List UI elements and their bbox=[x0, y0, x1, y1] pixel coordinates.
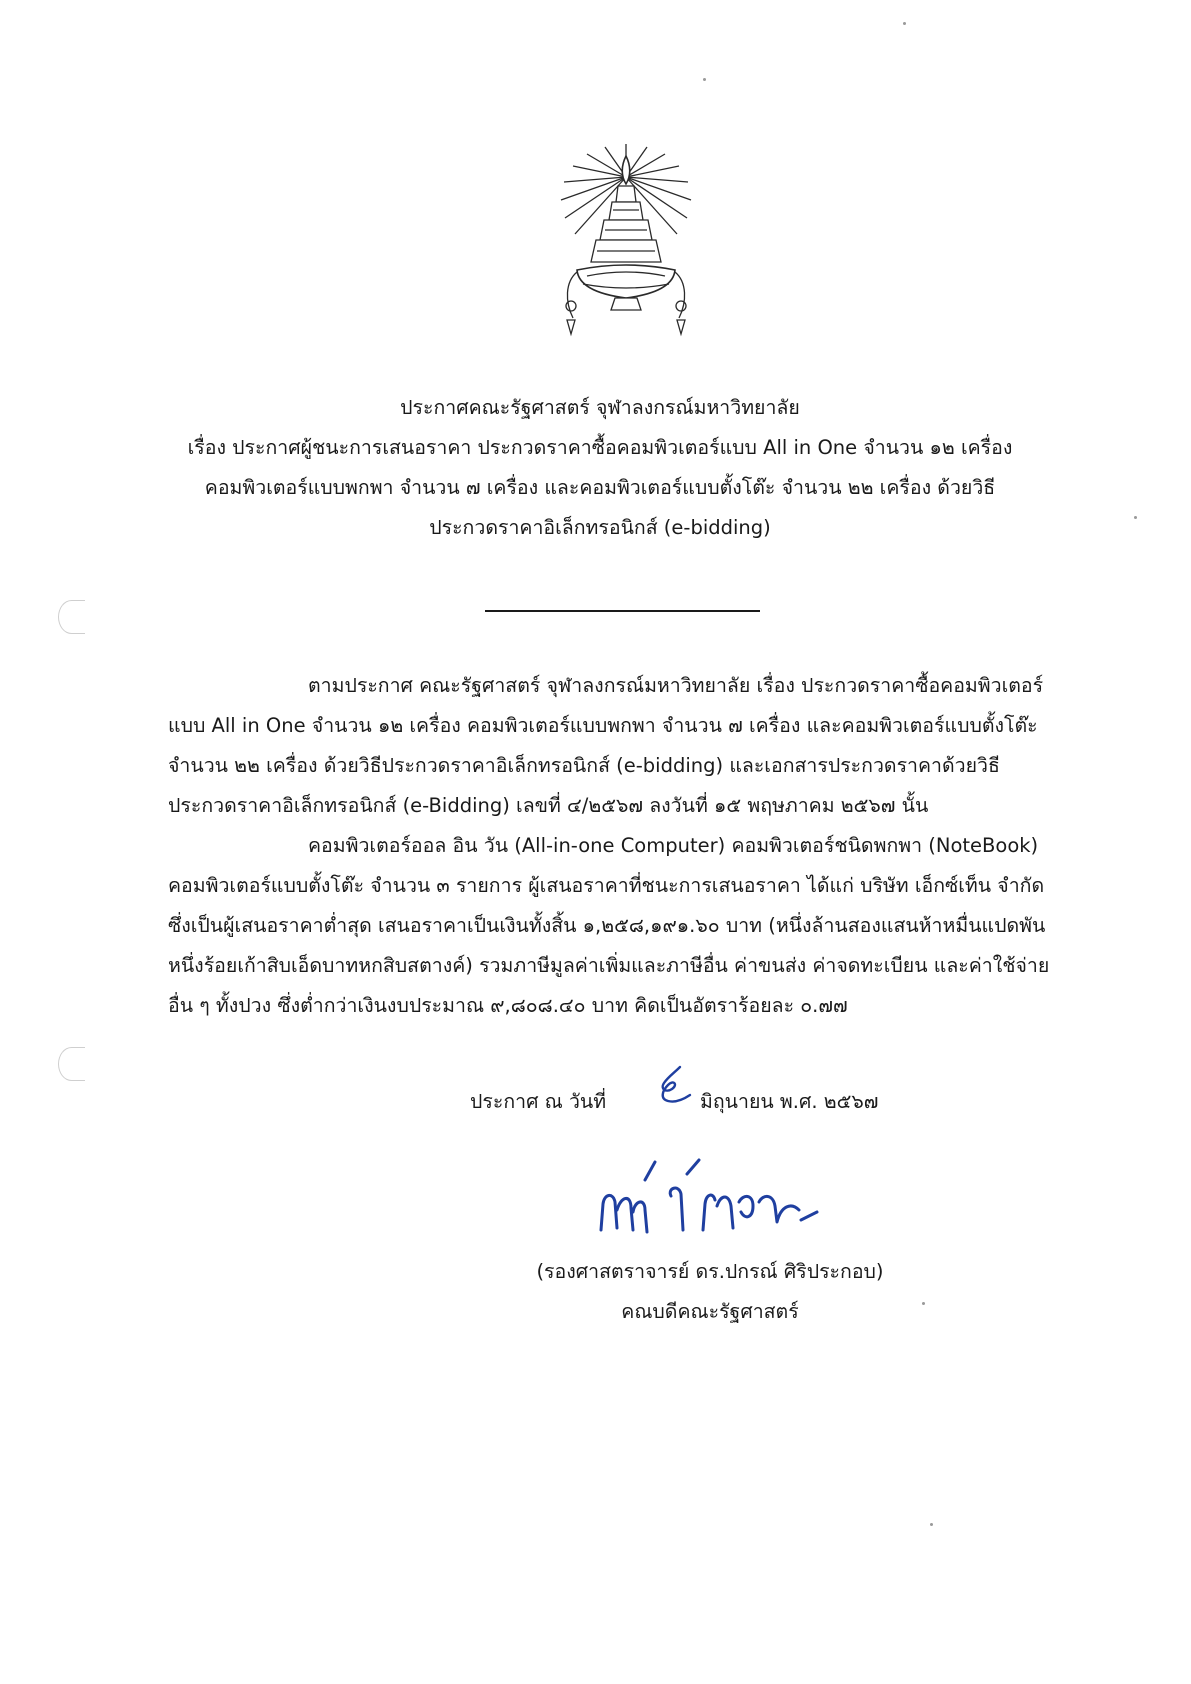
announcement-body bbox=[168, 666, 1068, 1026]
scan-speck bbox=[703, 78, 706, 81]
paragraph-2-line: อื่น ๆ ทั้งปวง ซึ่งต่ำกว่าเงินงบประมาณ ๙,๘๐๘.๔๐ บาท คิดเป็นอัตราร้อยละ ๐.๗๗ bbox=[168, 994, 848, 1017]
heading-line-2: เรื่อง ประกาศผู้ชนะการเสนอราคา ประกวดราคาซื้อคอมพิวเตอร์แบบ All in One จำนวน ๑๒ เครื่อง bbox=[187, 436, 1013, 459]
punch-hole-shadow bbox=[58, 1047, 85, 1081]
paragraph-1-line: ตามประกาศ คณะรัฐศาสตร์ จุฬาลงกรณ์มหาวิทยาลัย เรื่อง ประกวดราคาซื้อคอมพิวเตอร์ bbox=[308, 674, 1044, 697]
heading-line-3: คอมพิวเตอร์แบบพกพา จำนวน ๗ เครื่อง และคอมพิวเตอร์แบบตั้งโต๊ะ จำนวน ๒๒ เครื่อง ด้วยวิธี bbox=[204, 476, 996, 499]
paragraph-2-line: หนึ่งร้อยเก้าสิบเอ็ดบาทหกสิบสตางค์) รวมภาษีมูลค่าเพิ่มและภาษีอื่น ค่าขนส่ง ค่าจดทะเบียน และค่าใช้จ่าย bbox=[168, 954, 1050, 977]
paragraph-2-line: คอมพิวเตอร์ออล อิน วัน (All-in-one Computer) คอมพิวเตอร์ชนิดพกพา (NoteBook) bbox=[308, 834, 1039, 857]
punch-hole-shadow bbox=[58, 600, 85, 634]
announcement-date-prefix: ประกาศ ณ วันที่ bbox=[470, 1090, 607, 1113]
signer-name: (รองศาสตราจารย์ ดร.ปกรณ์ ศิริประกอบ) bbox=[536, 1260, 884, 1283]
signer-title: คณบดีคณะรัฐศาสตร์ bbox=[621, 1300, 799, 1323]
scan-speck bbox=[922, 1302, 925, 1305]
scan-speck bbox=[1134, 516, 1137, 519]
handwritten-day-mark bbox=[650, 1063, 696, 1109]
scan-speck bbox=[903, 22, 906, 25]
university-emblem bbox=[555, 142, 697, 342]
heading-line-4: ประกวดราคาอิเล็กทรอนิกส์ (e-bidding) bbox=[429, 516, 771, 539]
paragraph-1-line: จำนวน ๒๒ เครื่อง ด้วยวิธีประกวดราคาอิเล็กทรอนิกส์ (e-bidding) และเอกสารประกวดราคาด้วยวิธี bbox=[168, 754, 1000, 777]
announcement-heading bbox=[150, 388, 1050, 548]
paragraph-2-line: ซึ่งเป็นผู้เสนอราคาต่ำสุด เสนอราคาเป็นเงินทั้งสิ้น ๑,๒๕๘,๑๙๑.๖๐ บาท (หนึ่งล้านสองแสนห้าหมื่นแปดพัน bbox=[168, 914, 1046, 937]
scan-speck bbox=[930, 1523, 933, 1526]
announcement-month-year: มิถุนายน พ.ศ. ๒๕๖๗ bbox=[700, 1090, 879, 1113]
paragraph-1-line: แบบ All in One จำนวน ๑๒ เครื่อง คอมพิวเตอร์แบบพกพา จำนวน ๗ เครื่อง และคอมพิวเตอร์แบบตั้งโต๊ะ bbox=[168, 714, 1038, 737]
paragraph-2-line: คอมพิวเตอร์แบบตั้งโต๊ะ จำนวน ๓ รายการ ผู้เสนอราคาที่ชนะการเสนอราคา ได้แก่ บริษัท เอ็กซ์เท็น จำกัด bbox=[168, 874, 1045, 897]
heading-divider bbox=[485, 610, 760, 612]
paragraph-1-line: ประกวดราคาอิเล็กทรอนิกส์ (e-Bidding) เลขที่ ๔/๒๕๖๗ ลงวันที่ ๑๕ พฤษภาคม ๒๕๖๗ นั้น bbox=[168, 794, 929, 817]
heading-line-1: ประกาศคณะรัฐศาสตร์ จุฬาลงกรณ์มหาวิทยาลัย bbox=[400, 396, 800, 419]
handwritten-signature bbox=[595, 1150, 825, 1236]
